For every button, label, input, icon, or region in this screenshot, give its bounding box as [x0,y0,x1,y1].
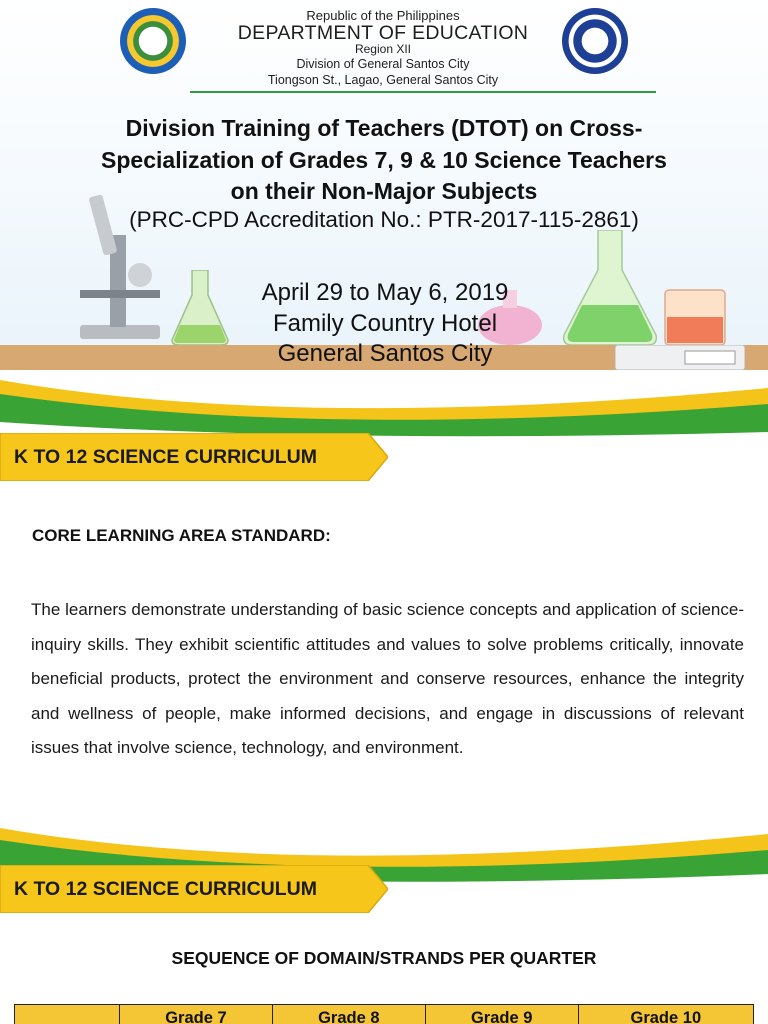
training-title-line-1: Division Training of Teachers (DTOT) on Cross- [125,115,643,141]
core-standard-body: The learners demonstrate understanding of basic science concepts and application of science-inquiry skills. They exhibit scientific attitudes and values to solve problems critically, innovate beneficial products, protect the environment and conserve resources, enhance the integrity and wellness of people, make informed decisions, and engage in discussions of relevant issues that involve science, technology, and environment. [31,600,744,758]
section-banner-title: K TO 12 SCIENCE CURRICULUM [14,878,318,900]
section-banner [0,433,388,481]
table-header-cell: Grade 9 [425,1005,578,1024]
table-header-cell: Grade 10 [578,1005,753,1024]
training-title-line-3: on their Non-Major Subjects [230,178,538,204]
sequence-slide [0,828,768,1024]
republic-label: Republic of the Philippines [306,8,460,23]
core-standard-heading: CORE LEARNING AREA STANDARD: [32,526,331,545]
division-label: Division of General Santos City [296,57,470,71]
header-divider [190,91,656,93]
table-header-cell [15,1005,120,1024]
beaker-icon [560,230,660,345]
beaker-icon [170,270,230,345]
table-header-cell: Grade 8 [272,1005,425,1024]
slide-swoosh [0,370,768,440]
table-header-row [15,1005,754,1024]
title-slide [0,0,768,370]
division-seal-icon [120,8,186,74]
core-standard-slide [0,370,768,828]
event-dates: April 29 to May 6, 2019 [261,279,509,306]
event-city: General Santos City [277,340,493,367]
section-banner-title: K TO 12 SCIENCE CURRICULUM [14,446,318,468]
digital-scale-icon [615,345,745,370]
event-venue: Family Country Hotel [272,310,498,337]
address-label: Tiongson St., Lagao, General Santos City [267,73,499,87]
section-banner [0,865,388,913]
department-name: DEPARTMENT OF EDUCATION [237,22,529,44]
beaker-icon [660,285,730,345]
table-header-cell: Grade 7 [120,1005,273,1024]
sequence-heading: SEQUENCE OF DOMAIN/STRANDS PER QUARTER [171,948,597,968]
accreditation-number: (PRC-CPD Accreditation No.: PTR-2017-115-2861) [129,207,639,232]
region-label: Region XII [354,42,412,56]
grade-table [14,1004,754,1024]
training-title-line-2: Specialization of Grades 7, 9 & 10 Science Teachers [101,147,667,173]
